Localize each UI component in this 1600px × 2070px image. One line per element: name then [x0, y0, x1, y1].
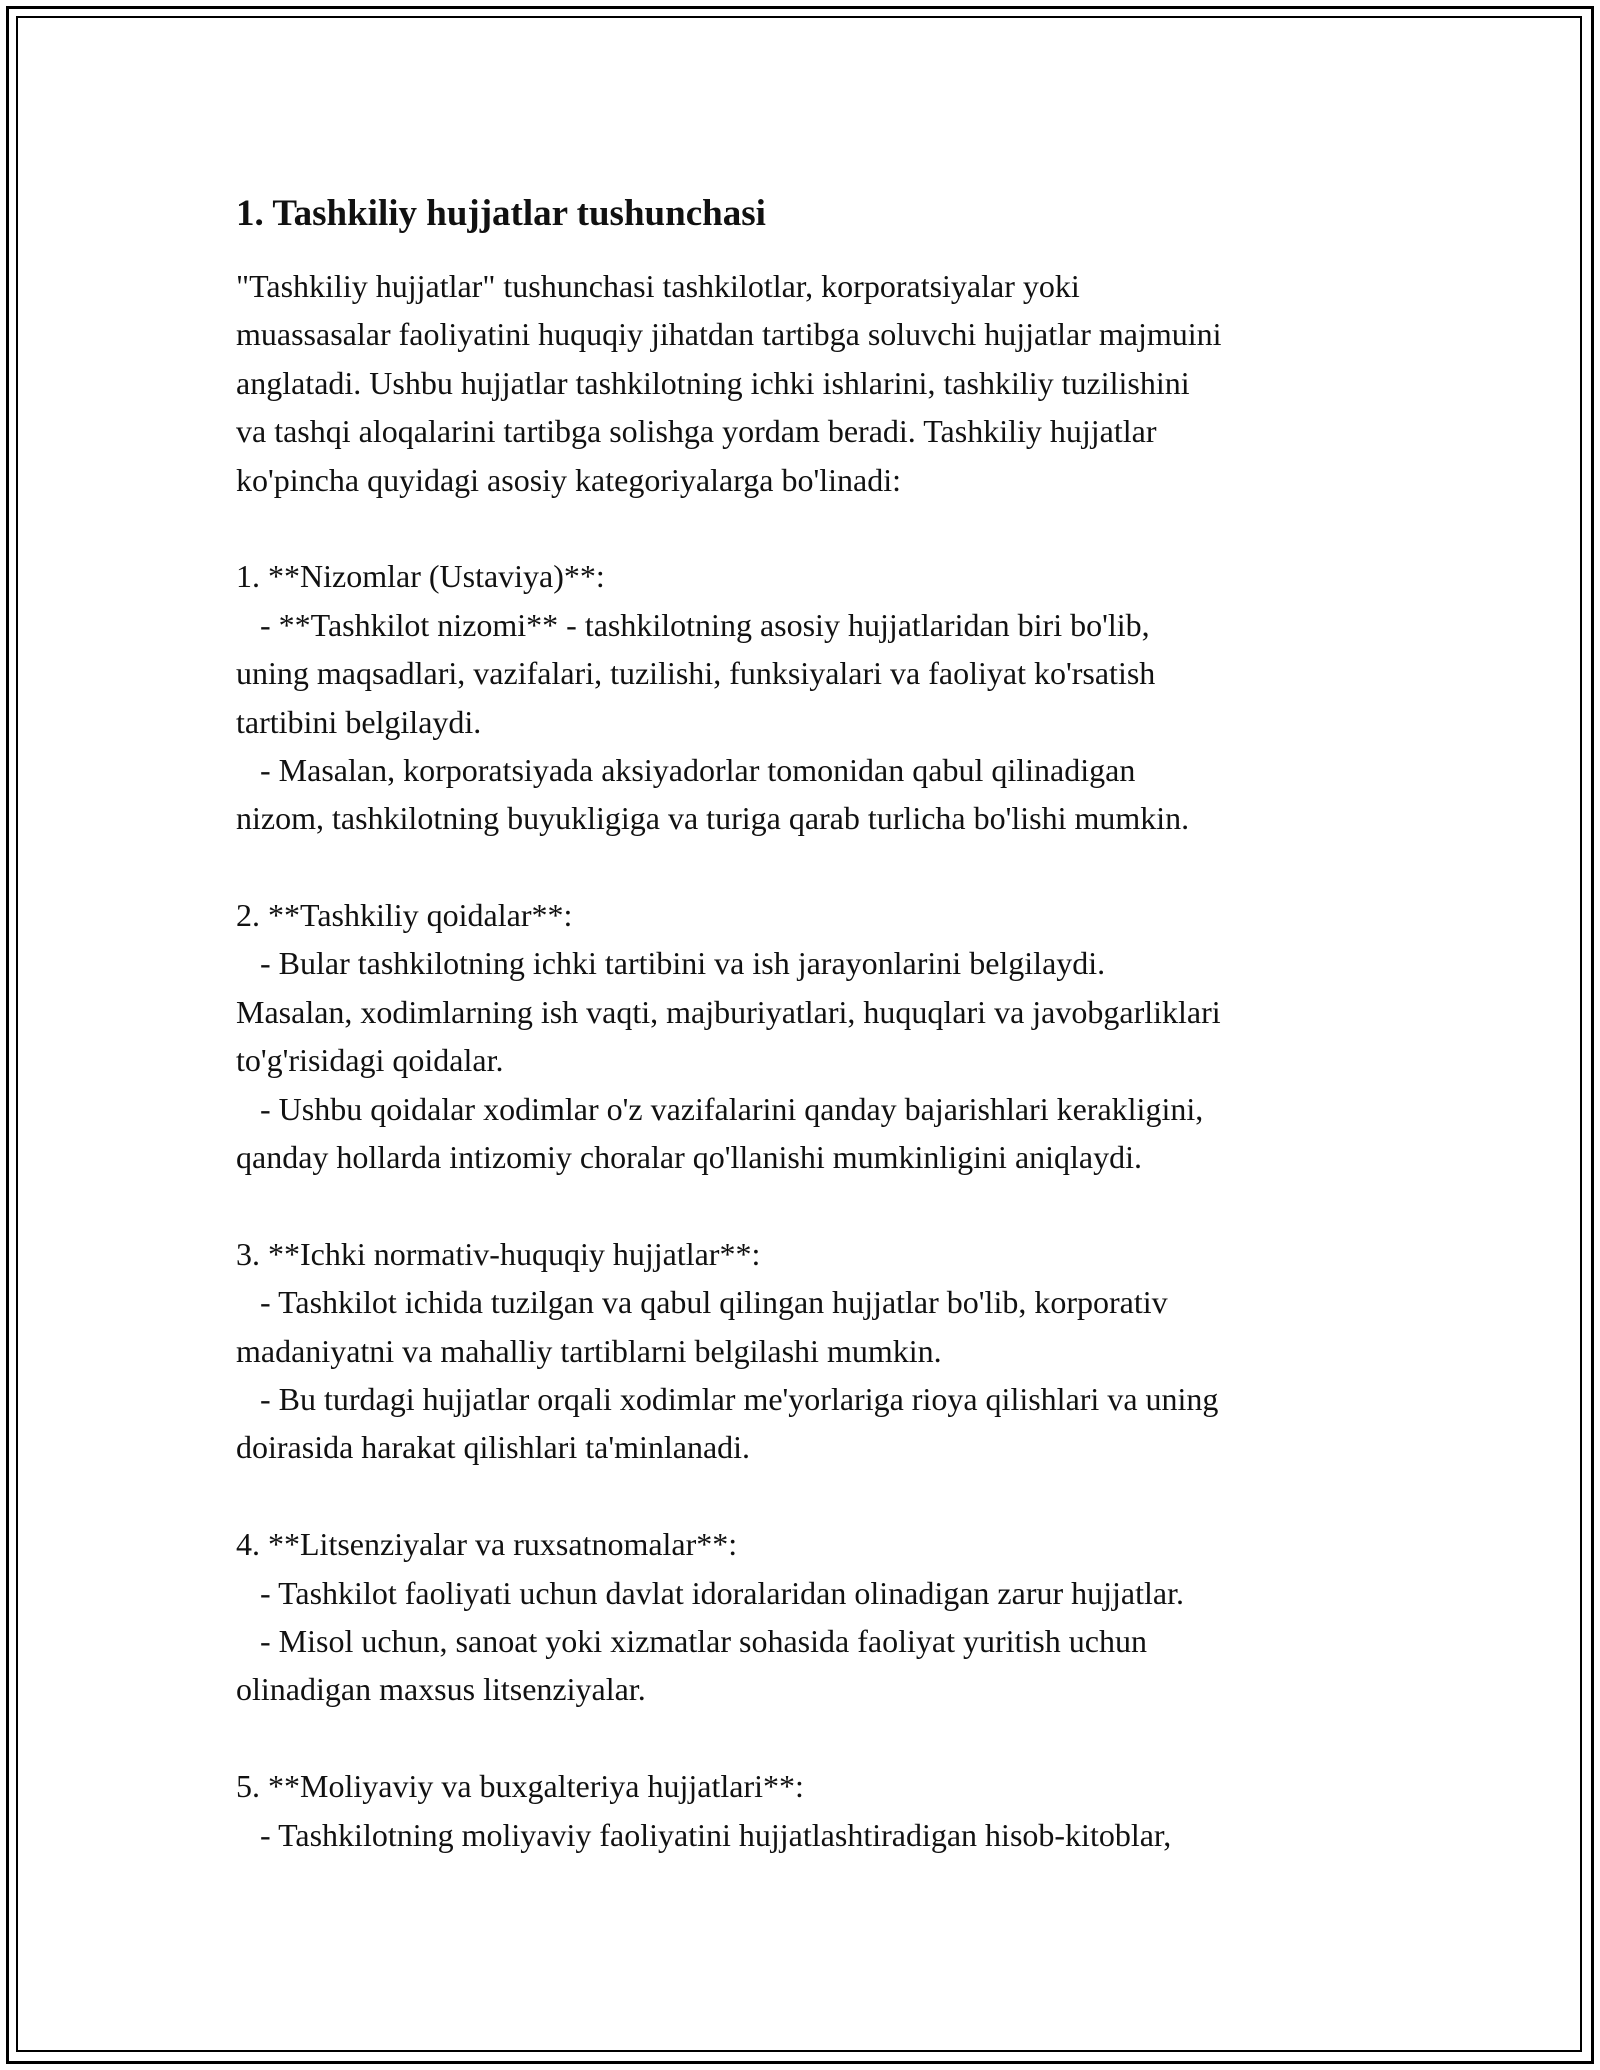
text-line: ko'pincha quyidagi asosiy kategoriyalarga bo'linadi: — [236, 461, 901, 498]
text-line: qanday hollarda intizomiy choralar qo'llanishi mumkinligini aniqlaydi. — [236, 1139, 1143, 1176]
text-line: muassasalar faoliyatini huquqiy jihatdan tartibga soluvchi hujjatlar majmuini — [236, 316, 1222, 353]
text-line: - Bular tashkilotning ichki tartibini va ish jarayonlarini belgilaydi. — [236, 945, 1106, 982]
text-line: - Tashkilot faoliyati uchun davlat idoralaridan olinadigan zarur hujjatlar. — [236, 1574, 1184, 1611]
text-line — [236, 504, 1386, 552]
text-line: tartibini belgilaydi. — [236, 703, 482, 740]
text-line — [236, 1714, 1386, 1762]
text-line: doirasida harakat qilishlari ta'minlanadi. — [236, 1429, 751, 1466]
text-line: 3. **Ichki normativ-huquqiy hujjatlar**: — [236, 1235, 761, 1272]
text-line: madaniyatni va mahalliy tartiblarni belgilashi mumkin. — [236, 1332, 942, 1369]
text-line: - Tashkilot ichida tuzilgan va qabul qilingan hujjatlar bo'lib, korporativ — [236, 1284, 1168, 1321]
text-line: to'g'risidagi qoidalar. — [236, 1042, 504, 1079]
text-line: - Bu turdagi hujjatlar orqali xodimlar me'yorlariga rioya qilishlari va uning — [236, 1380, 1219, 1417]
document-text — [236, 262, 1386, 1859]
text-line: uning maqsadlari, vazifalari, tuzilishi, funksiyalari va faoliyat ko'rsatish — [236, 655, 1156, 692]
text-line — [236, 1472, 1386, 1520]
text-line: "Tashkiliy hujjatlar" tushunchasi tashkilotlar, korporatsiyalar yoki — [236, 268, 1080, 304]
text-line: - **Tashkilot nizomi** - tashkilotning asosiy hujjatlaridan biri bo'lib, — [236, 606, 1150, 643]
text-line: olinadigan maxsus litsenziyalar. — [236, 1671, 646, 1708]
text-line: - Tashkilotning moliyaviy faoliyatini hujjatlashtiradigan hisob-kitoblar, — [236, 1816, 1172, 1853]
text-line: 4. **Litsenziyalar va ruxsatnomalar**: — [236, 1526, 738, 1563]
text-line — [236, 1181, 1386, 1229]
document-body — [236, 186, 1386, 1859]
document-title: 1. Tashkiliy hujjatlar tushunchasi — [236, 193, 766, 234]
text-line: 2. **Tashkiliy qoidalar**: — [236, 897, 573, 934]
text-line: va tashqi aloqalarini tartibga solishga yordam beradi. Tashkiliy hujjatlar — [236, 413, 1157, 450]
text-line: Masalan, xodimlarning ish vaqti, majburiyatlari, huquqlari va javobgarliklari — [236, 993, 1221, 1030]
text-line: - Masalan, korporatsiyada aksiyadorlar tomonidan qabul qilinadigan — [236, 751, 1136, 788]
text-line: - Ushbu qoidalar xodimlar o'z vazifalarini qanday bajarishlari kerakligini, — [236, 1090, 1204, 1127]
text-line: 1. **Nizomlar (Ustaviya)**: — [236, 558, 605, 595]
text-line — [236, 843, 1386, 891]
text-line: anglatadi. Ushbu hujjatlar tashkilotning ichki ishlarini, tashkiliy tuzilishini — [236, 364, 1190, 401]
text-line: 5. **Moliyaviy va buxgalteriya hujjatlari**: — [236, 1768, 804, 1805]
text-line: nizom, tashkilotning buyukligiga va turiga qarab turlicha bo'lishi mumkin. — [236, 800, 1190, 837]
text-line: - Misol uchun, sanoat yoki xizmatlar sohasida faoliyat yuritish uchun — [236, 1622, 1147, 1659]
